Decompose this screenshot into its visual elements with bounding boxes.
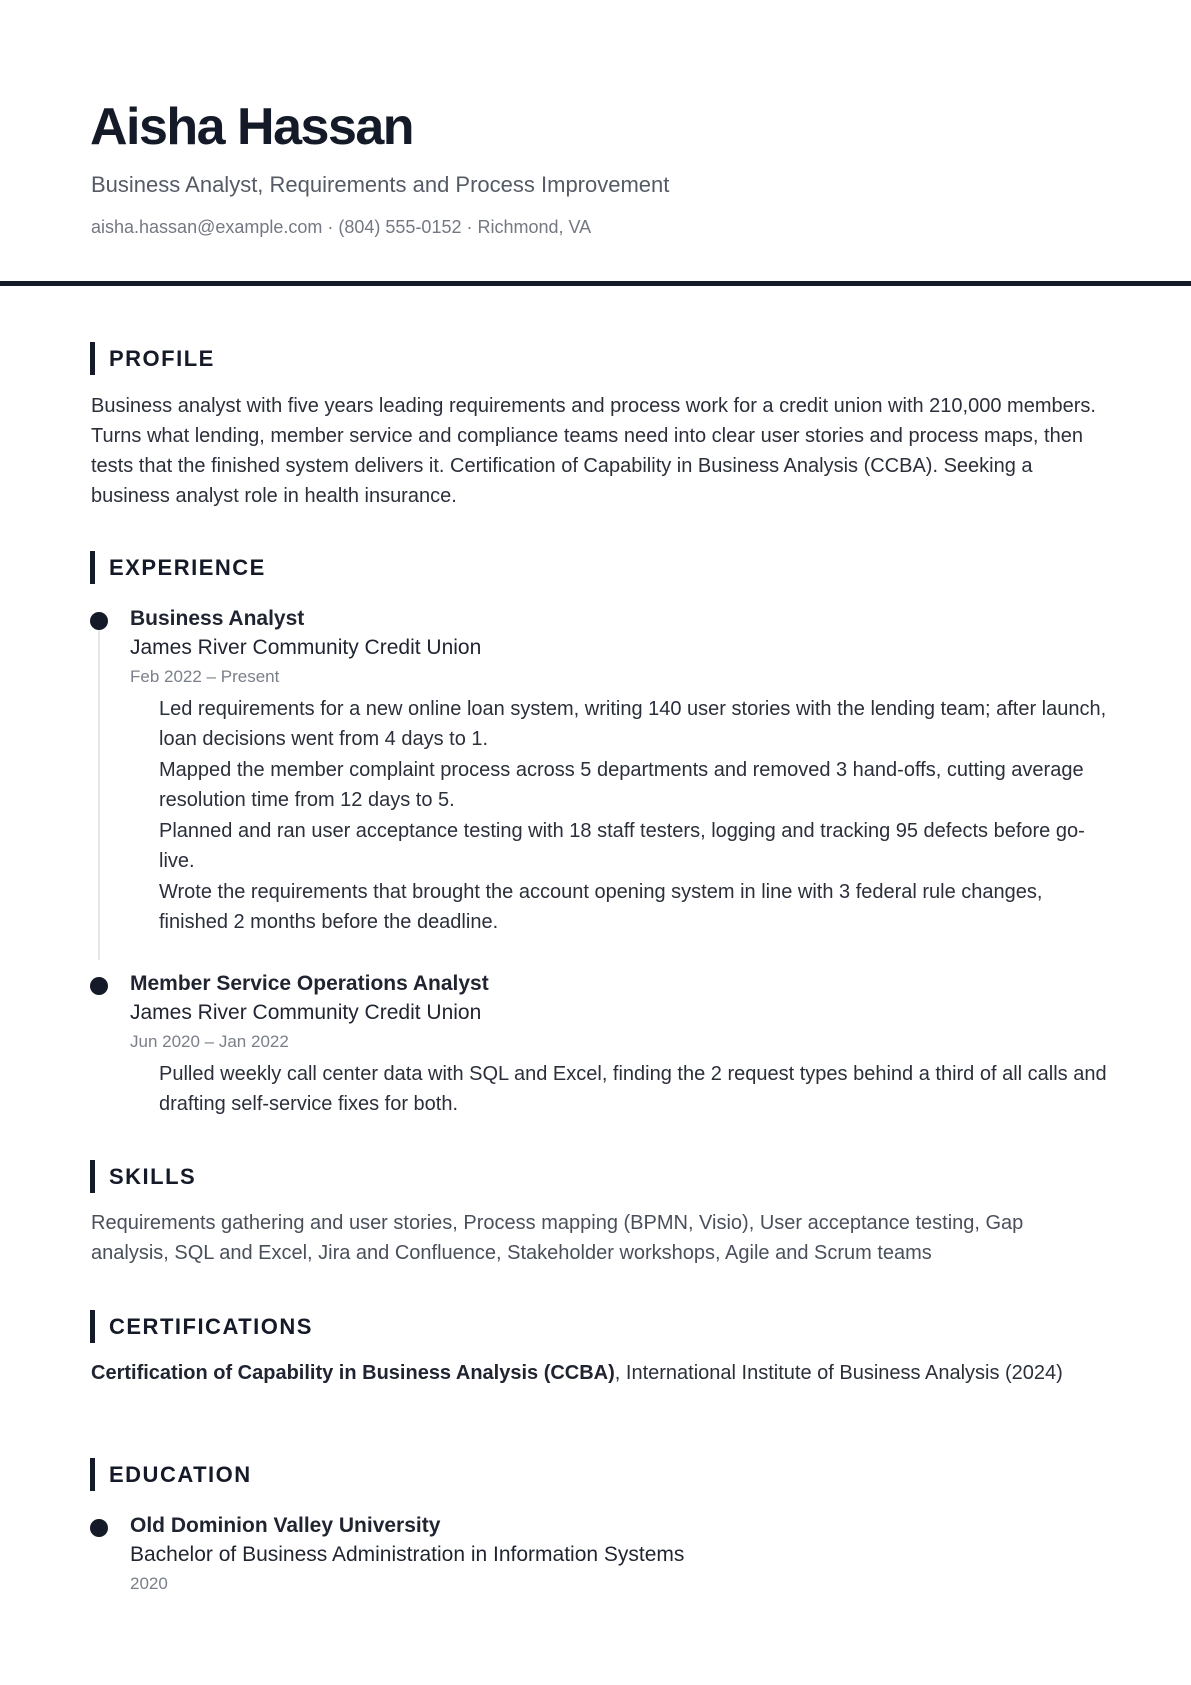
experience-entry [90,969,1110,1129]
header-divider [0,281,1191,286]
section-heading-profile: PROFILE [90,342,215,375]
contact-line: aisha.hassan@example.com · (804) 555-0152 · Richmond, VA [91,217,592,237]
candidate-headline: Business Analyst, Requirements and Process Improvement [91,172,670,197]
job-dates: Feb 2022 – Present [130,667,280,686]
resume-header [0,0,1191,286]
timeline-dot [90,612,108,630]
timeline-dot [90,1519,108,1537]
education-entry [90,1511,1110,1611]
job-bullet: Led requirements for a new online loan system, writing 140 user stories with the lending team; after launch, loan decisions went from 4 days to 1. [159,698,1107,750]
certification-name: Certification of Capability in Business Analysis (CCBA) [91,1362,615,1384]
job-bullet: Pulled weekly call center data with SQL and Excel, finding the 2 request types behind a third of all calls and drafting self-service fixes for both. [159,1063,1107,1115]
job-title: Member Service Operations Analyst [130,972,489,995]
timeline-dot [90,977,108,995]
job-title: Business Analyst [130,607,305,630]
job-company: James River Community Credit Union [130,1001,482,1024]
section-heading-certifications: CERTIFICATIONS [90,1310,313,1343]
job-company: James River Community Credit Union [130,636,482,659]
timeline-line [98,630,100,960]
skills-list: Requirements gathering and user stories, Process mapping (BPMN, Visio), User acceptance testing, Gap analysis, SQL and Excel, Jira and Confluence, Stakeholder workshops, Agile and Scrum teams [91,1212,1024,1264]
job-bullets [159,694,1109,938]
job-bullet: Planned and ran user acceptance testing with 18 staff testers, logging and tracking 95 defects before go-live. [159,820,1085,872]
job-bullet: Mapped the member complaint process across 5 departments and removed 3 hand-offs, cutting average resolution time from 12 days to 5. [159,759,1084,811]
graduation-year: 2020 [130,1574,168,1593]
experience-entry [90,604,1110,956]
degree-name: Bachelor of Business Administration in Information Systems [130,1543,685,1566]
certification-detail: , International Institute of Business Analysis (2024) [614,1362,1063,1384]
certification-item [91,1358,1101,1388]
profile-summary: Business analyst with five years leading requirements and process work for a credit union with 210,000 members. Turns what lending, member service and compliance teams need into clear user stories and process maps, then tests that the finished system delivers it. Certification of Capability in Business Analysis (CCBA). Seeking a business analyst role in health insurance. [91,395,1096,507]
job-dates: Jun 2020 – Jan 2022 [130,1032,289,1051]
job-bullet: Wrote the requirements that brought the account opening system in line with 3 federal rule changes, finished 2 months before the deadline. [159,881,1043,933]
section-heading-education: EDUCATION [90,1458,252,1491]
section-heading-skills: SKILLS [90,1160,196,1193]
job-bullets [159,1059,1109,1120]
candidate-name: Aisha Hassan [90,98,414,156]
section-heading-experience: EXPERIENCE [90,551,266,584]
school-name: Old Dominion Valley University [130,1514,441,1537]
